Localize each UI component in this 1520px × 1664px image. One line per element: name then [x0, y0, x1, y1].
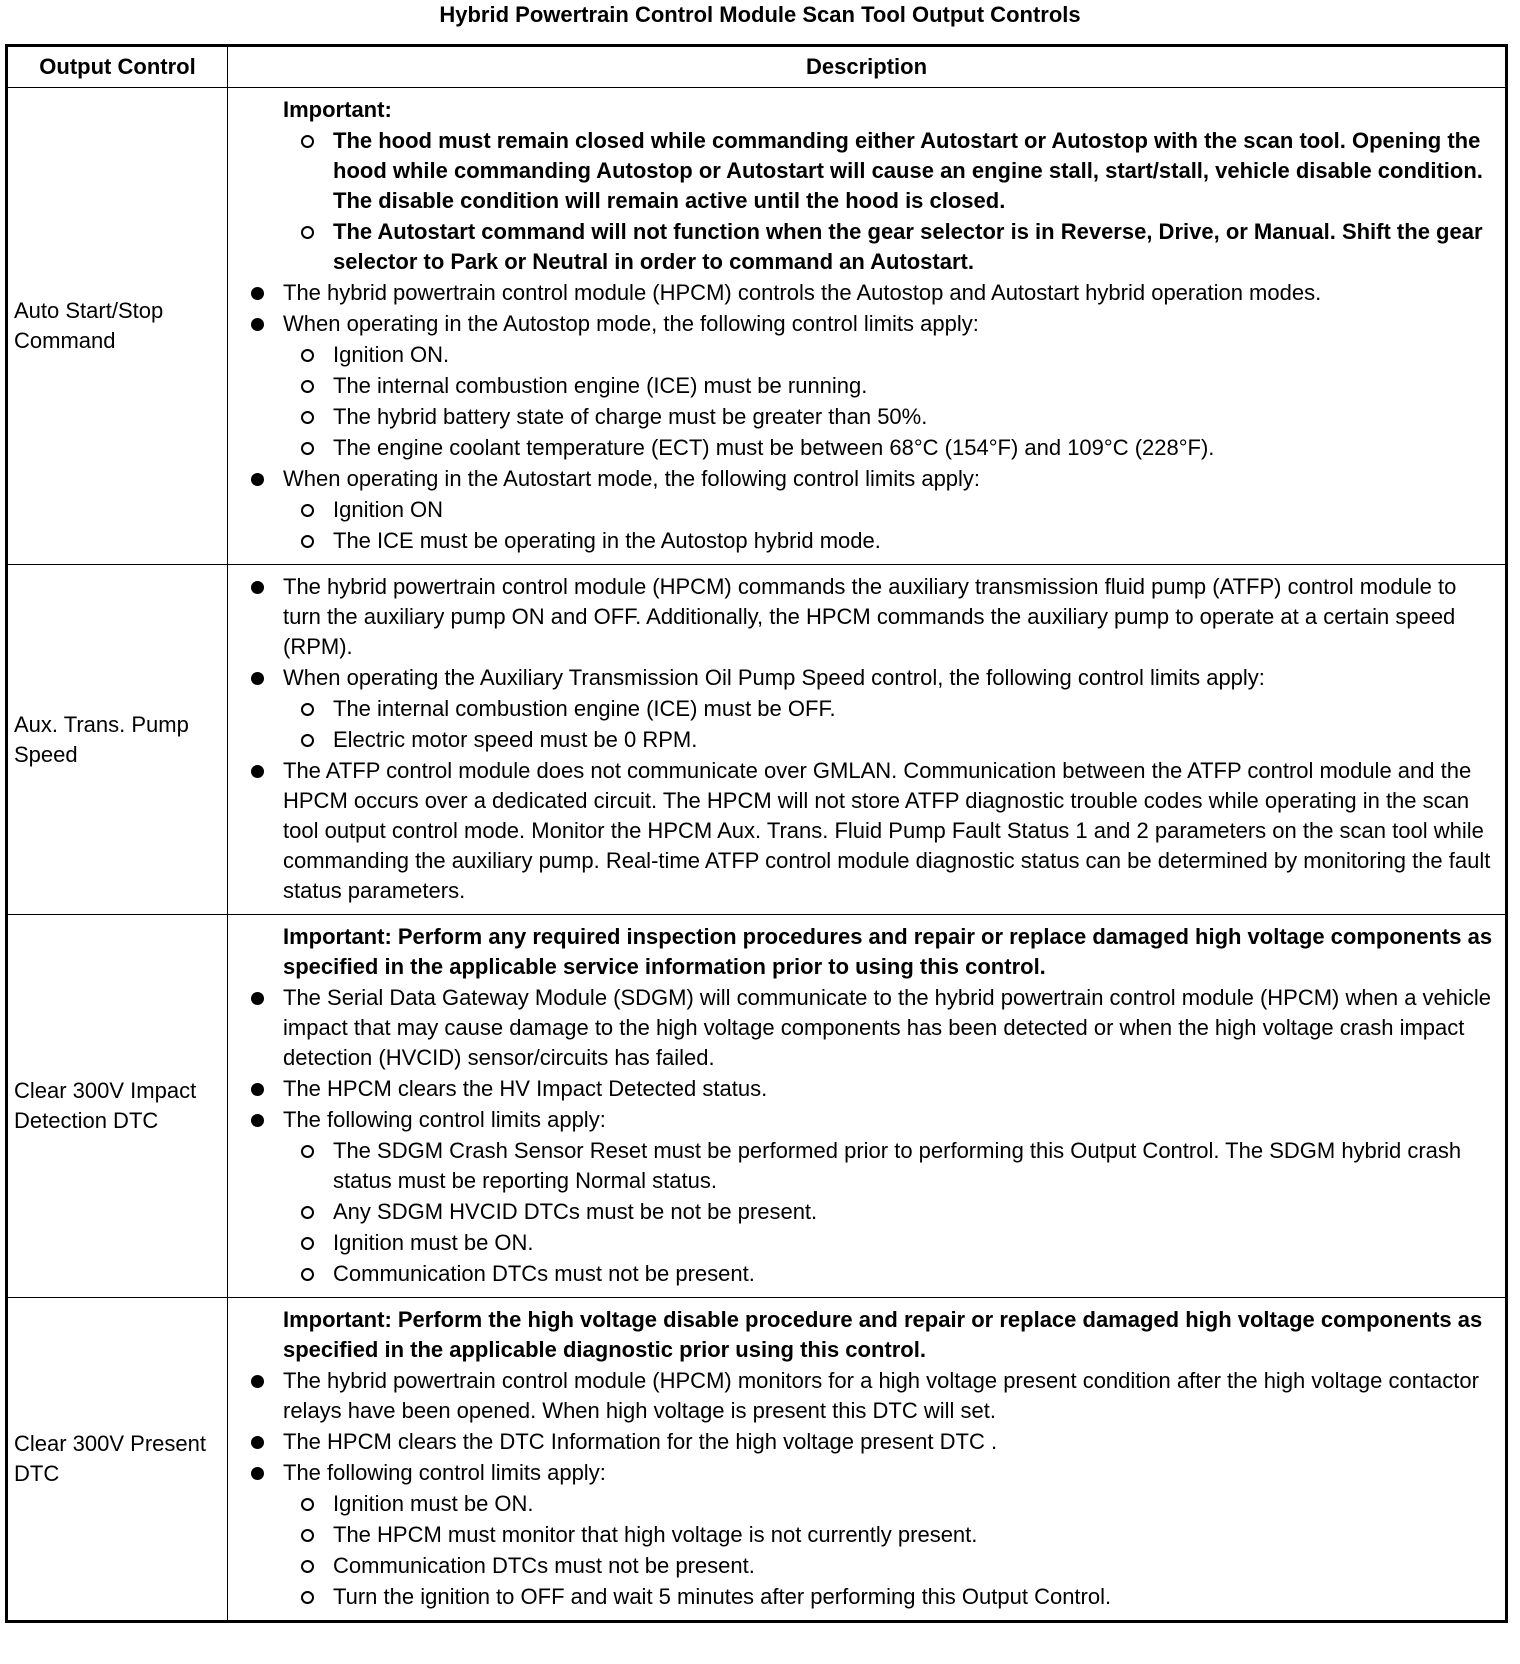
description-cell: [228, 565, 1507, 915]
header-row: [7, 46, 1507, 88]
output-control-name: Clear 300V Present DTC: [7, 1298, 228, 1622]
sub-bullet-item: Electric motor speed must be 0 RPM.: [228, 725, 1497, 755]
sub-bullet-item: The internal combustion engine (ICE) must be running.: [228, 371, 1497, 401]
description-cell: [228, 915, 1507, 1298]
document-title: Hybrid Powertrain Control Module Scan Tool Output Controls: [439, 2, 1081, 27]
bullet-item: The hybrid powertrain control module (HPCM) commands the auxiliary transmission fluid pump (ATFP) control module to turn the auxiliary pump ON and OFF. Additionally, the HPCM commands the auxiliary pump to operate at a certain speed (RPM).: [228, 572, 1497, 662]
important-note: Important:: [283, 97, 392, 122]
sub-bullet-item: Ignition must be ON.: [228, 1489, 1497, 1519]
important-note: Important: Perform any required inspection procedures and repair or replace damaged high voltage components as specified in the applicable service information prior to using this control.: [283, 924, 1493, 979]
description-cell: [228, 88, 1507, 565]
bullet-item: When operating the Auxiliary Transmission Oil Pump Speed control, the following control limits apply:: [228, 663, 1497, 693]
important-sub-item: The hood must remain closed while commanding either Autostart or Autostop with the scan tool. Opening the hood while commanding Autostop or Autostart will cause an engine stall, start/stall, vehicle disable condition. The disable condition will remain active until the hood is closed.: [228, 126, 1497, 216]
bullet-item: The Serial Data Gateway Module (SDGM) will communicate to the hybrid powertrain control module (HPCM) when a vehicle impact that may cause damage to the high voltage components has been detected or when the high voltage crash impact detection (HVCID) sensor/circuits has failed.: [228, 983, 1497, 1073]
sub-bullet-item: Turn the ignition to OFF and wait 5 minutes after performing this Output Control.: [228, 1582, 1497, 1612]
sub-bullet-item: The ICE must be operating in the Autostop hybrid mode.: [228, 526, 1497, 556]
sub-bullet-item: Communication DTCs must not be present.: [228, 1551, 1497, 1581]
table-row: [7, 1298, 1507, 1622]
output-control-name: Clear 300V Impact Detection DTC: [7, 915, 228, 1298]
bullet-item: The following control limits apply:: [228, 1105, 1497, 1135]
header-output-control: Output Control: [7, 46, 228, 88]
sub-bullet-item: Ignition ON: [228, 495, 1497, 525]
sub-bullet-item: Any SDGM HVCID DTCs must be not be present.: [228, 1197, 1497, 1227]
output-controls-table: [5, 44, 1508, 1623]
sub-bullet-item: The HPCM must monitor that high voltage is not currently present.: [228, 1520, 1497, 1550]
description-cell: [228, 1298, 1507, 1622]
bullet-item: The ATFP control module does not communicate over GMLAN. Communication between the ATFP control module and the HPCM occurs over a dedicated circuit. The HPCM will not store ATFP diagnostic trouble codes while operating in the scan tool output control mode. Monitor the HPCM Aux. Trans. Fluid Pump Fault Status 1 and 2 parameters on the scan tool while commanding the auxiliary pump. Real-time ATFP control module diagnostic status can be determined by monitoring the fault status parameters.: [228, 756, 1497, 906]
table-row: [7, 915, 1507, 1298]
sub-bullet-item: Ignition must be ON.: [228, 1228, 1497, 1258]
sub-bullet-item: The internal combustion engine (ICE) must be OFF.: [228, 694, 1497, 724]
sub-bullet-item: Communication DTCs must not be present.: [228, 1259, 1497, 1289]
bullet-item: The HPCM clears the HV Impact Detected status.: [228, 1074, 1497, 1104]
table-row: [7, 88, 1507, 565]
sub-bullet-item: Ignition ON.: [228, 340, 1497, 370]
bullet-item: The HPCM clears the DTC Information for the high voltage present DTC .: [228, 1427, 1497, 1457]
sub-bullet-item: The engine coolant temperature (ECT) must be between 68°C (154°F) and 109°C (228°F).: [228, 433, 1497, 463]
important-note: Important: Perform the high voltage disable procedure and repair or replace damaged high voltage components as specified in the applicable diagnostic prior using this control.: [283, 1307, 1483, 1362]
sub-bullet-item: The hybrid battery state of charge must be greater than 50%.: [228, 402, 1497, 432]
output-control-name: Auto Start/Stop Command: [7, 88, 228, 565]
bullet-item: The hybrid powertrain control module (HPCM) monitors for a high voltage present condition after the high voltage contactor relays have been opened. When high voltage is present this DTC will set.: [228, 1366, 1497, 1426]
bullet-item: When operating in the Autostart mode, the following control limits apply:: [228, 464, 1497, 494]
bullet-item: When operating in the Autostop mode, the following control limits apply:: [228, 309, 1497, 339]
output-control-name: Aux. Trans. Pump Speed: [7, 565, 228, 915]
bullet-item: The following control limits apply:: [228, 1458, 1497, 1488]
bullet-item: The hybrid powertrain control module (HPCM) controls the Autostop and Autostart hybrid operation modes.: [228, 278, 1497, 308]
important-sub-item: The Autostart command will not function when the gear selector is in Reverse, Drive, or Manual. Shift the gear selector to Park or Neutral in order to command an Autostart.: [228, 217, 1497, 277]
sub-bullet-item: The SDGM Crash Sensor Reset must be performed prior to performing this Output Control. The SDGM hybrid crash status must be reporting Normal status.: [228, 1136, 1497, 1196]
table-row: [7, 565, 1507, 915]
header-description: Description: [228, 46, 1507, 88]
